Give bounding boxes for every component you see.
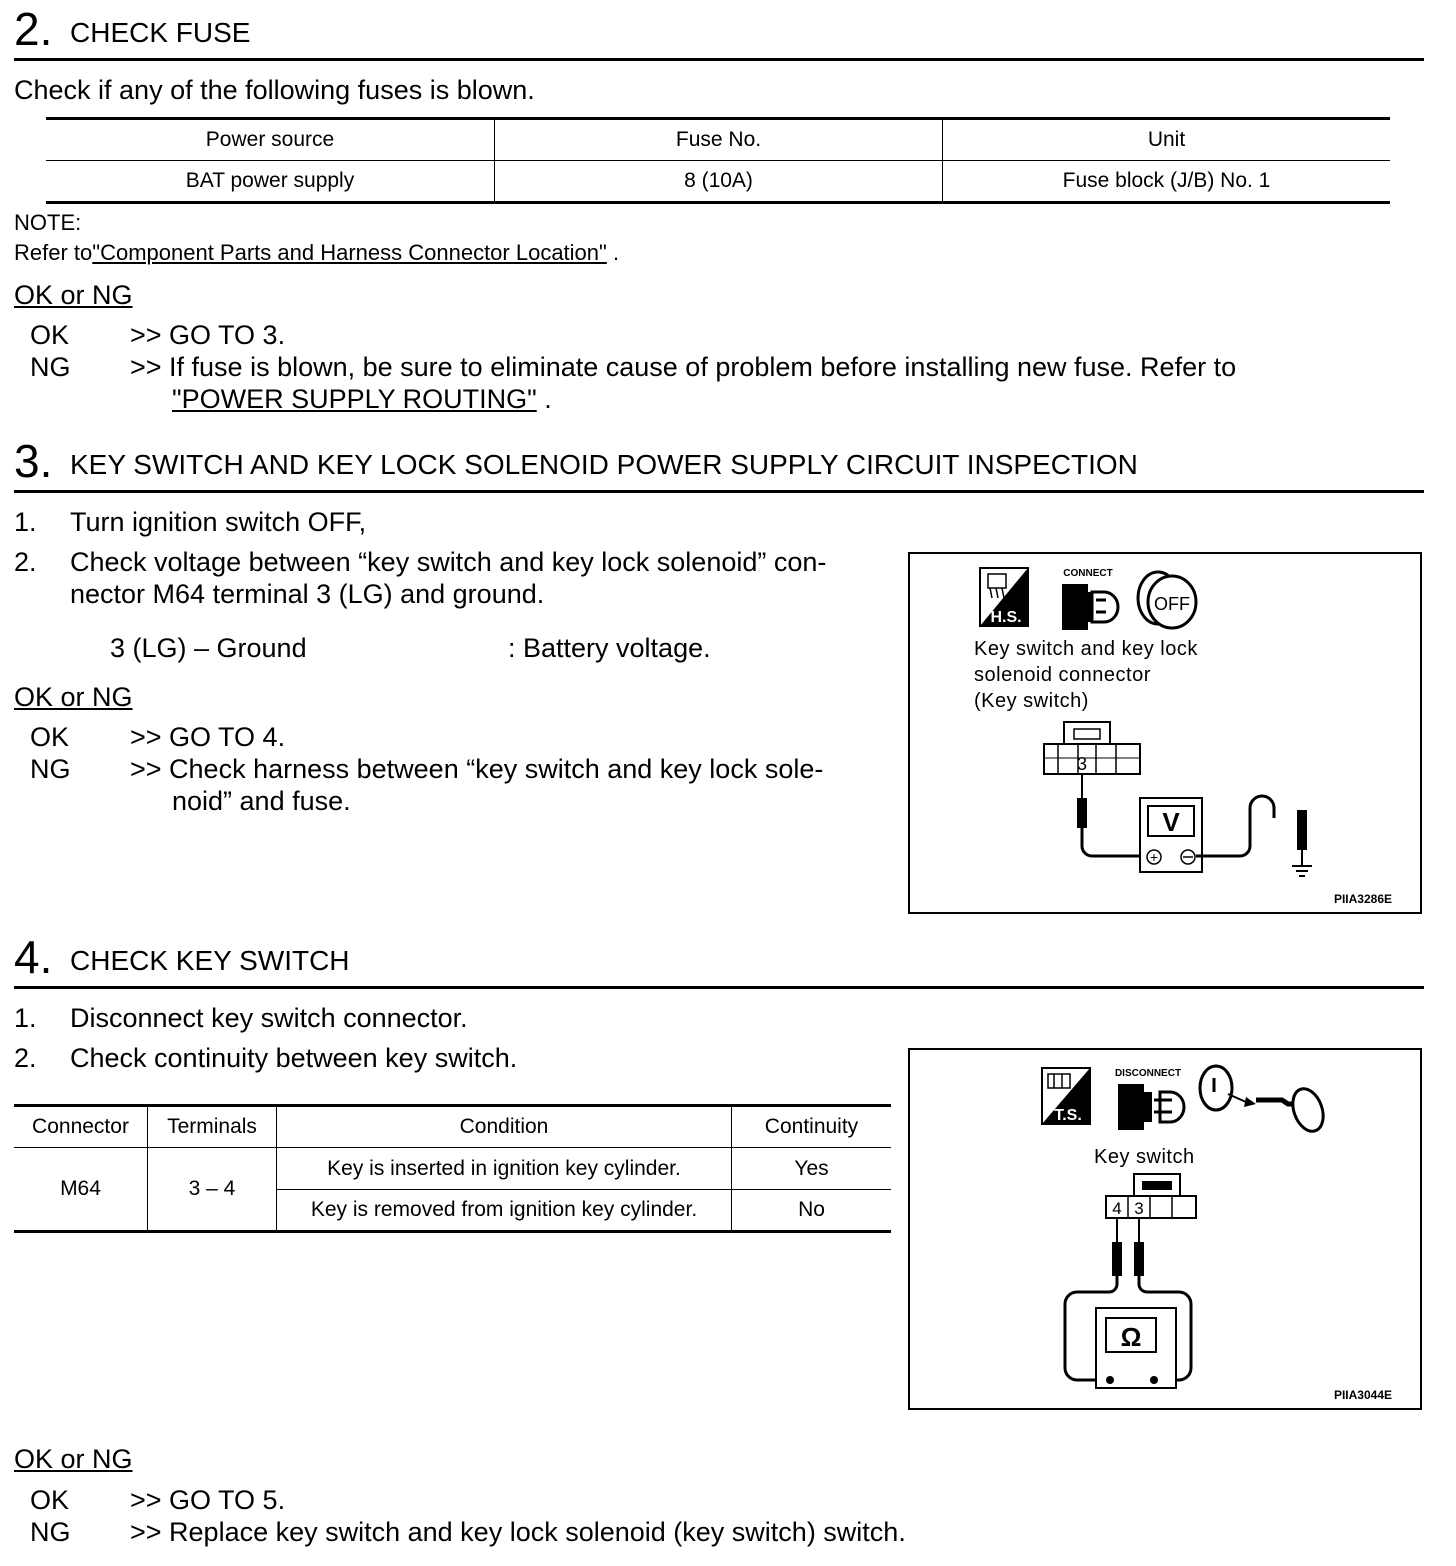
voltage-spec-value: : Battery voltage.: [508, 633, 711, 663]
fuse-header-power-source: Power source: [46, 119, 495, 161]
note-prefix: Refer to: [14, 240, 93, 265]
section-2-okng-title: OK or NG: [14, 280, 133, 310]
continuity-cell-condition-inserted: Key is inserted in ignition key cylinder.: [277, 1148, 732, 1190]
continuity-cell-connector: M64: [14, 1148, 148, 1232]
section-3-step-1-number: 1.: [14, 507, 37, 537]
continuity-header-continuity: Continuity: [732, 1106, 892, 1148]
connector-terminal-4: 4: [1112, 1199, 1122, 1218]
section-3-ok-label: OK: [30, 722, 70, 752]
continuity-cell-yes: Yes: [732, 1148, 892, 1190]
continuity-table-header-row: [14, 1106, 891, 1148]
section-3-title: KEY SWITCH AND KEY LOCK SOLENOID POWER SUPPLY CIRCUIT INSPECTION: [70, 449, 1138, 480]
note-line: [14, 240, 619, 266]
figure-voltage-check: [908, 552, 1422, 914]
section-2-ng-suffix: .: [544, 384, 552, 414]
continuity-header-connector: Connector: [14, 1106, 148, 1148]
section-3-step-2-number: 2.: [14, 547, 37, 577]
disconnect-icon: [1115, 1068, 1184, 1130]
section-4-header: [14, 932, 1424, 989]
fuse-cell-fuse-no: 8 (10A): [495, 161, 943, 203]
section-2-ng-label: NG: [30, 352, 71, 382]
ohmmeter-symbol: Ω: [1120, 1322, 1142, 1352]
connect-icon: [1062, 568, 1118, 630]
voltage-figure-label: [974, 636, 1198, 714]
fuse-cell-unit: Fuse block (J/B) No. 1: [1062, 169, 1271, 192]
section-2-header: [14, 4, 1424, 61]
section-4-ng-label: NG: [30, 1517, 71, 1547]
section-3-header: [14, 436, 1424, 493]
section-2-intro: Check if any of the following fuses is blown.: [14, 75, 535, 105]
connector-terminal-3: 3: [1076, 754, 1088, 774]
voltmeter-wiring: [1077, 774, 1312, 876]
key-removed-icon: [1200, 1066, 1329, 1135]
continuity-header-terminals: Terminals: [148, 1106, 277, 1148]
fuse-table-header-row: [46, 119, 1390, 161]
svg-text:+: +: [1149, 849, 1159, 865]
terminal-side-icon: [1042, 1068, 1090, 1124]
voltage-figure-label-line-2: solenoid connector: [974, 664, 1151, 686]
section-3-ng-line-2: noid” and fuse.: [172, 786, 351, 816]
section-2-number: 2.: [14, 3, 53, 55]
section-4-step-1-text: Disconnect key switch connector.: [70, 1003, 468, 1033]
section-2-ok-label: OK: [30, 320, 70, 350]
voltage-figure-label-line-3: (Key switch): [974, 690, 1089, 712]
continuity-header-condition: Condition: [277, 1106, 732, 1148]
continuity-table: [14, 1104, 891, 1233]
section-4-step-2-number: 2.: [14, 1043, 37, 1073]
voltmeter-symbol: V: [1162, 807, 1180, 837]
ignition-off-icon: [1138, 572, 1196, 628]
continuity-check-diagram: [910, 1050, 1420, 1408]
section-4-title: CHECK KEY SWITCH: [70, 945, 350, 976]
section-2-title: CHECK FUSE: [70, 17, 251, 48]
fuse-header-unit: Unit: [943, 119, 1391, 161]
voltage-spec-terminal: 3 (LG) – Ground: [110, 633, 307, 663]
section-4-ok-text: >> GO TO 5.: [130, 1485, 286, 1515]
section-4-ok-label: OK: [30, 1485, 70, 1515]
voltage-figure-label-line-1: Key switch and key lock: [974, 638, 1198, 660]
fuse-table-row: [46, 161, 1390, 203]
section-3-ng-line-1: >> Check harness between “key switch and key lock sole-: [130, 754, 824, 784]
fuse-table: [46, 117, 1390, 204]
off-icon-label: OFF: [1154, 594, 1190, 614]
harness-side-icon: [980, 568, 1028, 626]
section-2-ng-text: >> If fuse is blown, be sure to eliminate cause of problem before installing new fuse. Refer to: [130, 352, 1237, 382]
section-3-okng-title: OK or NG: [14, 682, 133, 712]
section-3-step-1-text: Turn ignition switch OFF,: [70, 507, 367, 537]
continuity-table-row: [14, 1148, 891, 1190]
continuity-cell-condition-removed: Key is removed from ignition key cylinder.: [277, 1190, 732, 1232]
key-switch-connector: [1044, 722, 1140, 774]
section-4-ng-text: >> Replace key switch and key lock solenoid (key switch) switch.: [130, 1517, 906, 1547]
section-3-ng-label: NG: [30, 754, 71, 784]
section-2-ok-text: >> GO TO 3.: [130, 320, 286, 350]
section-3-ok-text: >> GO TO 4.: [130, 722, 286, 752]
section-3-step-2-line-1: Check voltage between “key switch and key lock solenoid” con-: [70, 547, 827, 577]
continuity-cell-no: No: [798, 1198, 825, 1221]
note-label: NOTE:: [14, 210, 82, 235]
hs-icon-label: H.S.: [990, 609, 1022, 626]
continuity-cell-terminals: 3 – 4: [148, 1148, 277, 1232]
section-4-okng-title: OK or NG: [14, 1444, 133, 1474]
figure-continuity-check: [908, 1048, 1422, 1410]
section-3-number: 3.: [14, 435, 53, 487]
voltage-figure-code: PIIA3286E: [1333, 892, 1392, 906]
continuity-figure-label: Key switch: [1094, 1146, 1195, 1168]
fuse-header-fuse-no: Fuse No.: [495, 119, 943, 161]
power-supply-routing-link[interactable]: "POWER SUPPLY ROUTING": [172, 384, 537, 414]
key-switch-connector-4-3: [1106, 1174, 1196, 1218]
ts-icon-label: T.S.: [1054, 1107, 1082, 1124]
note-suffix: .: [612, 240, 620, 265]
continuity-figure-code: PIIA3044E: [1333, 1388, 1392, 1402]
section-4-step-1-number: 1.: [14, 1003, 37, 1033]
voltage-check-diagram: [910, 554, 1420, 912]
section-3-step-2-line-2: nector M64 terminal 3 (LG) and ground.: [70, 579, 545, 609]
disconnect-icon-caption: DISCONNECT: [1114, 1068, 1182, 1079]
ohmmeter-wiring: [1065, 1218, 1191, 1388]
note-link-component-parts[interactable]: "Component Parts and Harness Connector Location": [92, 240, 607, 265]
section-4-number: 4.: [14, 931, 53, 983]
section-2-ng-link-line: [172, 383, 552, 415]
section-4-step-2-text: Check continuity between key switch.: [70, 1043, 518, 1073]
connect-icon-caption: CONNECT: [1063, 568, 1113, 579]
connector-terminal-3b: 3: [1134, 1199, 1144, 1218]
fuse-cell-power-source: BAT power supply: [46, 161, 495, 203]
